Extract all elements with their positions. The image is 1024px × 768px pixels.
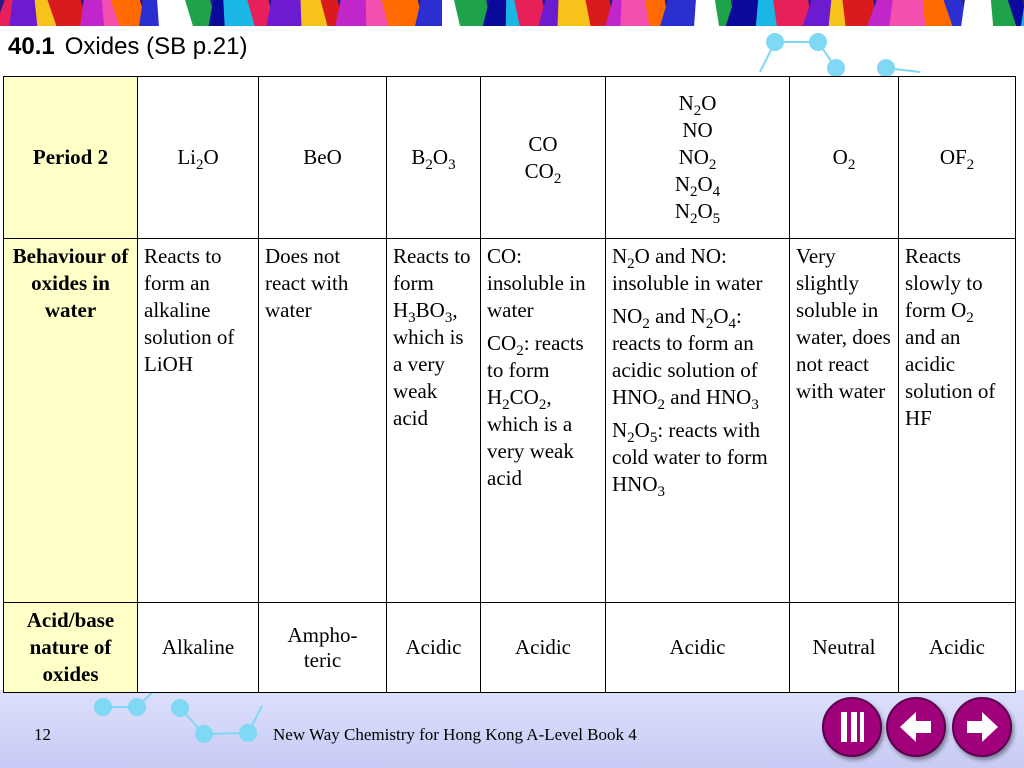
nature-cell: Ampho- teric <box>259 603 387 693</box>
behaviour-cell: $N_2O$ and NO: insoluble in water $NO_2$ and $N_2O_4$: reacts to form an acidic solution of $HNO_2$ and $HNO_3$ $N_2O_5$: reacts with cold water to form $HNO_3$ <box>606 239 790 603</box>
previous-slide-button[interactable] <box>886 697 946 757</box>
slide-title <box>8 33 247 61</box>
next-slide-button[interactable] <box>952 697 1012 757</box>
oxide-cell: BeO <box>259 77 387 239</box>
nature-cell: Acidic <box>387 603 481 693</box>
behaviour-cell: CO: insoluble in water $CO_2$: reacts to form $H_2CO_2$, which is a very weak acid <box>481 239 606 603</box>
next-slide-icon <box>954 699 1010 755</box>
title-text: Oxides (SB p.21) <box>64 33 248 60</box>
oxide-cell: $O_2$ <box>790 77 899 239</box>
first-slide-icon <box>824 699 880 755</box>
nature-cell: Acidic <box>481 603 606 693</box>
oxide-cell: $Li_2O$ <box>138 77 259 239</box>
behaviour-cell: Very slightly soluble in water, does not react with water <box>790 239 899 603</box>
behaviour-cell: Reacts slowly to form $O_2$ and an acidic solution of HF <box>899 239 1016 603</box>
page-number: 12 <box>34 725 51 744</box>
row-behaviour <box>4 239 1016 603</box>
nature-cell: Acidic <box>606 603 790 693</box>
oxides-table <box>3 76 1016 693</box>
oxide-cell: $B_2O_3$ <box>387 77 481 239</box>
behaviour-cell: Does not react with water <box>259 239 387 603</box>
row-period-2 <box>4 77 1016 239</box>
row-nature <box>4 603 1016 693</box>
behaviour-cell: Reacts to form an alkaline solution of LiOH <box>138 239 259 603</box>
row-header-nature: Acid/base nature of oxides <box>4 603 138 693</box>
oxide-cell: $N_2O$ NO $NO_2$ $N_2O_4$ $N_2O_5$ <box>606 77 790 239</box>
oxide-cell: $OF_2$ <box>899 77 1016 239</box>
first-slide-button[interactable] <box>822 697 882 757</box>
footer-text: New Way Chemistry for Hong Kong A-Level Book 4 <box>273 725 637 744</box>
nature-cell: Acidic <box>899 603 1016 693</box>
row-header-period: Period 2 <box>4 77 138 239</box>
row-header-behaviour: Behaviour of oxides in water <box>4 239 138 603</box>
nature-cell: Neutral <box>790 603 899 693</box>
nature-cell: Alkaline <box>138 603 259 693</box>
section-number: 40.1 <box>8 33 55 60</box>
previous-slide-icon <box>888 699 944 755</box>
decorative-banner <box>0 0 1024 26</box>
behaviour-cell: Reacts to form $H_3BO_3$, which is a very weak acid <box>387 239 481 603</box>
oxide-cell: CO $CO_2$ <box>481 77 606 239</box>
